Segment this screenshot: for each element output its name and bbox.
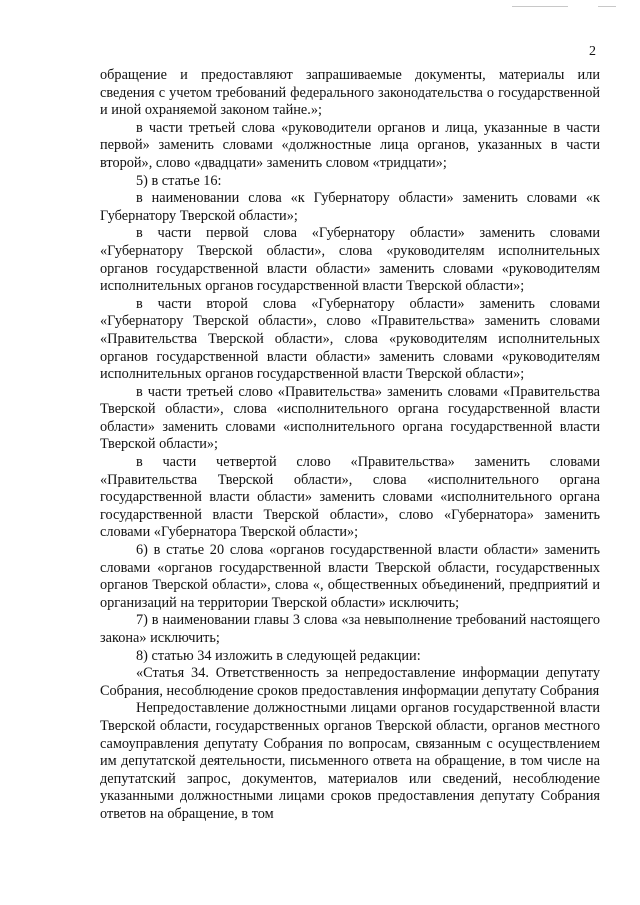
paragraph-item-6: 6) в статье 20 слова «органов государственной власти области» заменить словами «органов государственной власти Тверской области, государственных органов Тверской области», слова «, общественных объединений, предприятий и организаций на территории Тверской области» исключить; <box>100 542 600 611</box>
paragraph: в части второй слова «Губернатору области» заменить словами «Губернатору Тверской области», слово «Правительства» заменить словами «Правительства Тверской области», слова «руководителям исполнительных органов государственной власти области» заменить словами «руководителям исполнительных органов государственной власти Тверской области»; <box>100 295 600 383</box>
paragraph-item-7: 7) в наименовании главы 3 слова «за невыполнение требований настоящего закона» исключить; <box>100 612 600 646</box>
scan-artifact-mark <box>512 6 568 7</box>
paragraph: в части четвертой слово «Правительства» заменить словами «Правительства Тверской области», слова «исполнительного органа государственной власти области» заменить словами «исполнительного органа государственной власти Тверской области», слово «Губернатора» заменить словами «Губернатора Тверской области»; <box>100 454 600 541</box>
paragraph-continuation: обращение и предоставляют запрашиваемые документы, материалы или сведения с учетом требований федерального законодательства о государственной и иной охраняемой законом тайне.»; <box>100 67 600 119</box>
paragraph-item-8: 8) статью 34 изложить в следующей редакции: <box>136 647 421 664</box>
paragraph-item-5: 5) в статье 16: <box>136 172 222 189</box>
paragraph: Непредоставление должностными лицами органов государственной власти Тверской области, государственных органов Тверской области, органов местного самоуправления депутату Собрания по вопросам, связанным с осуществлением им депутатской деятельности, письменного ответа на обращение, в том числе на депутатский запрос, документов, материалов или сведений, несоблюдение указанными должностными лицами сроков предоставления депутату Собрания ответов на обращение, в том <box>100 700 600 822</box>
paragraph: в части первой слова «Губернатору области» заменить словами «Губернатору Тверской области», слова «руководителям исполнительных органов государственной власти области» заменить словами «руководителям исполнительных органов государственной власти Тверской области»; <box>100 225 600 295</box>
paragraph: в части третьей слово «Правительства» заменить словами «Правительства Тверской области», слова «исполнительного органа государственной власти области» заменить словами «исполнительного органа государственной власти Тверской области»; <box>100 383 600 453</box>
paragraph: в части третьей слова «руководители органов и лица, указанные в части первой» заменить словами «должностные лица органов, указанных в части второй», слово «двадцати» заменить словом «тридцати»; <box>100 119 600 171</box>
page-number: 2 <box>589 44 596 59</box>
scan-artifact-mark <box>598 6 616 7</box>
document-body <box>100 67 600 824</box>
article-heading: «Статья 34. Ответственность за непредоставление информации депутату Собрания, несоблюдение сроков предоставления информации депутату Собрания <box>100 665 600 699</box>
paragraph: в наименовании слова «к Губернатору области» заменить словами «к Губернатору Тверской области»; <box>100 190 600 224</box>
